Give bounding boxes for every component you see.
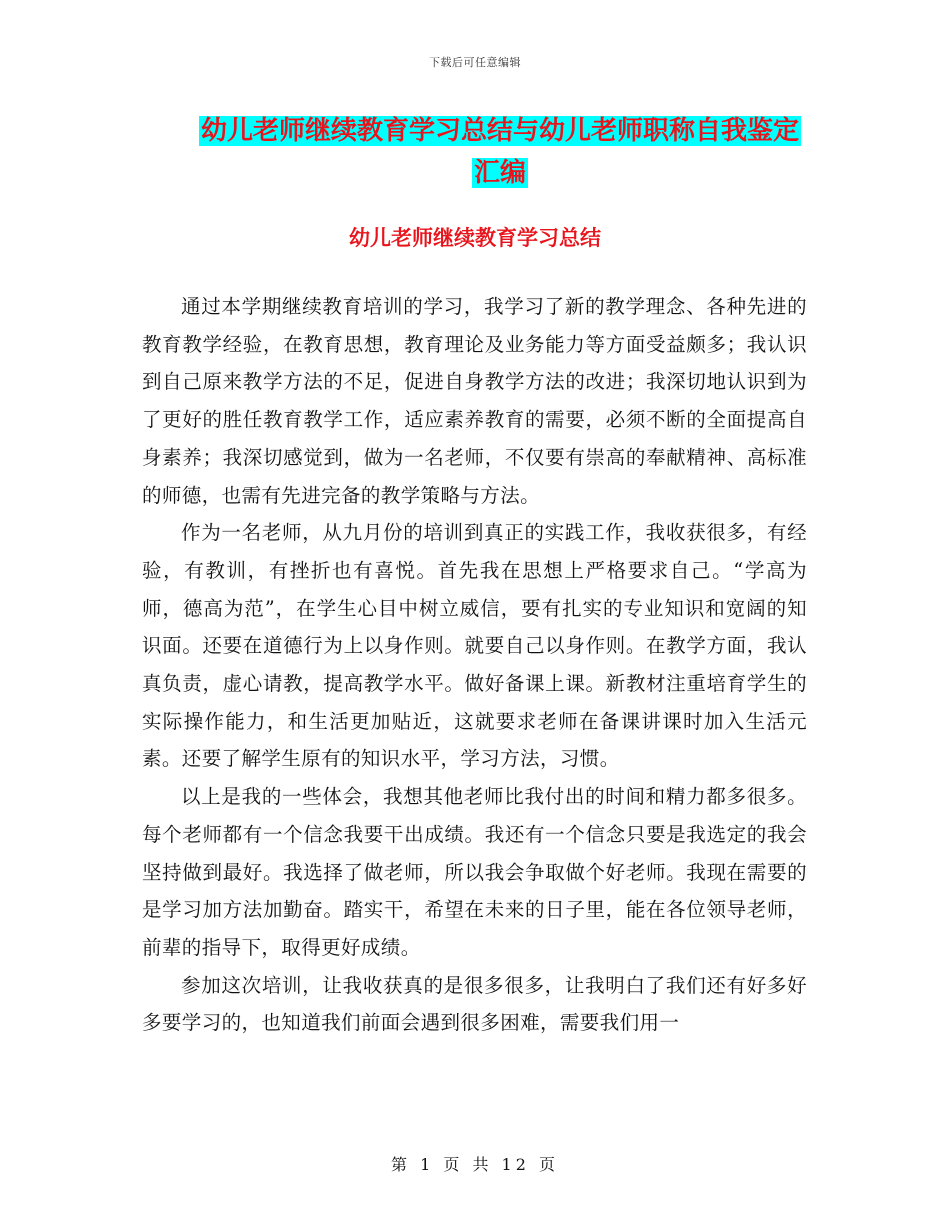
document-title-line1: 幼儿老师继续教育学习总结与幼儿老师职称自我鉴定 [200, 116, 799, 146]
paragraph: 参加这次培训，让我收获真的是很多很多，让我明白了我们还有好多好多要学习的，也知道我们前面会遇到很多困难，需要我们用一 [142, 973, 807, 1035]
paragraph: 作为一名老师，从九月份的培训到真正的实践工作，我收获很多，有经验，有教训，有挫折也有喜悦。首先我在思想上严格要求自己。“学高为师，德高为范”，在学生心目中树立威信，要有扎实的专业知识和宽阔的知识面。还要在道德行为上以身作则。就要自己以身作则。在教学方面，我认真负责，虚心请教，提高教学水平。做好备课上课。新教材注重培育学生的实际操作能力，和生活更加贴近，这就要求老师在备课讲课时加入生活元素。还要了解学生原有的知识水平，学习方法，习惯。 [142, 521, 807, 771]
header-note: 下载后可任意编辑 [429, 56, 521, 69]
paragraph: 以上是我的一些体会，我想其他老师比我付出的时间和精力都多很多。每个老师都有一个信念我要干出成绩。我还有一个信念只要是我选定的我会坚持做到最好。我选择了做老师，所以我会争取做个好老师。我现在需要的是学习加方法加勤奋。踏实干，希望在未来的日子里，能在各位领导老师，前辈的指导下，取得更好成绩。 [142, 785, 807, 959]
document-body [142, 288, 807, 1042]
page-footer: 第 1 页 共 12 页 [391, 1155, 559, 1174]
document-title-line2: 汇编 [473, 158, 526, 188]
paragraph: 通过本学期继续教育培训的学习，我学习了新的教学理念、各种先进的教育教学经验，在教育思想，教育理论及业务能力等方面受益颇多；我认识到自己原来教学方法的不足，促进自身教学方法的改进；我深切地认识到为了更好的胜任教育教学工作，适应素养教育的需要，必须不断的全面提高自身素养；我深切感觉到，做为一名老师，不仅要有崇高的奉献精神、高标准的师德，也需有先进完备的教学策略与方法。 [142, 295, 807, 507]
document-title [190, 110, 810, 194]
section-title: 幼儿老师继续教育学习总结 [349, 226, 601, 250]
